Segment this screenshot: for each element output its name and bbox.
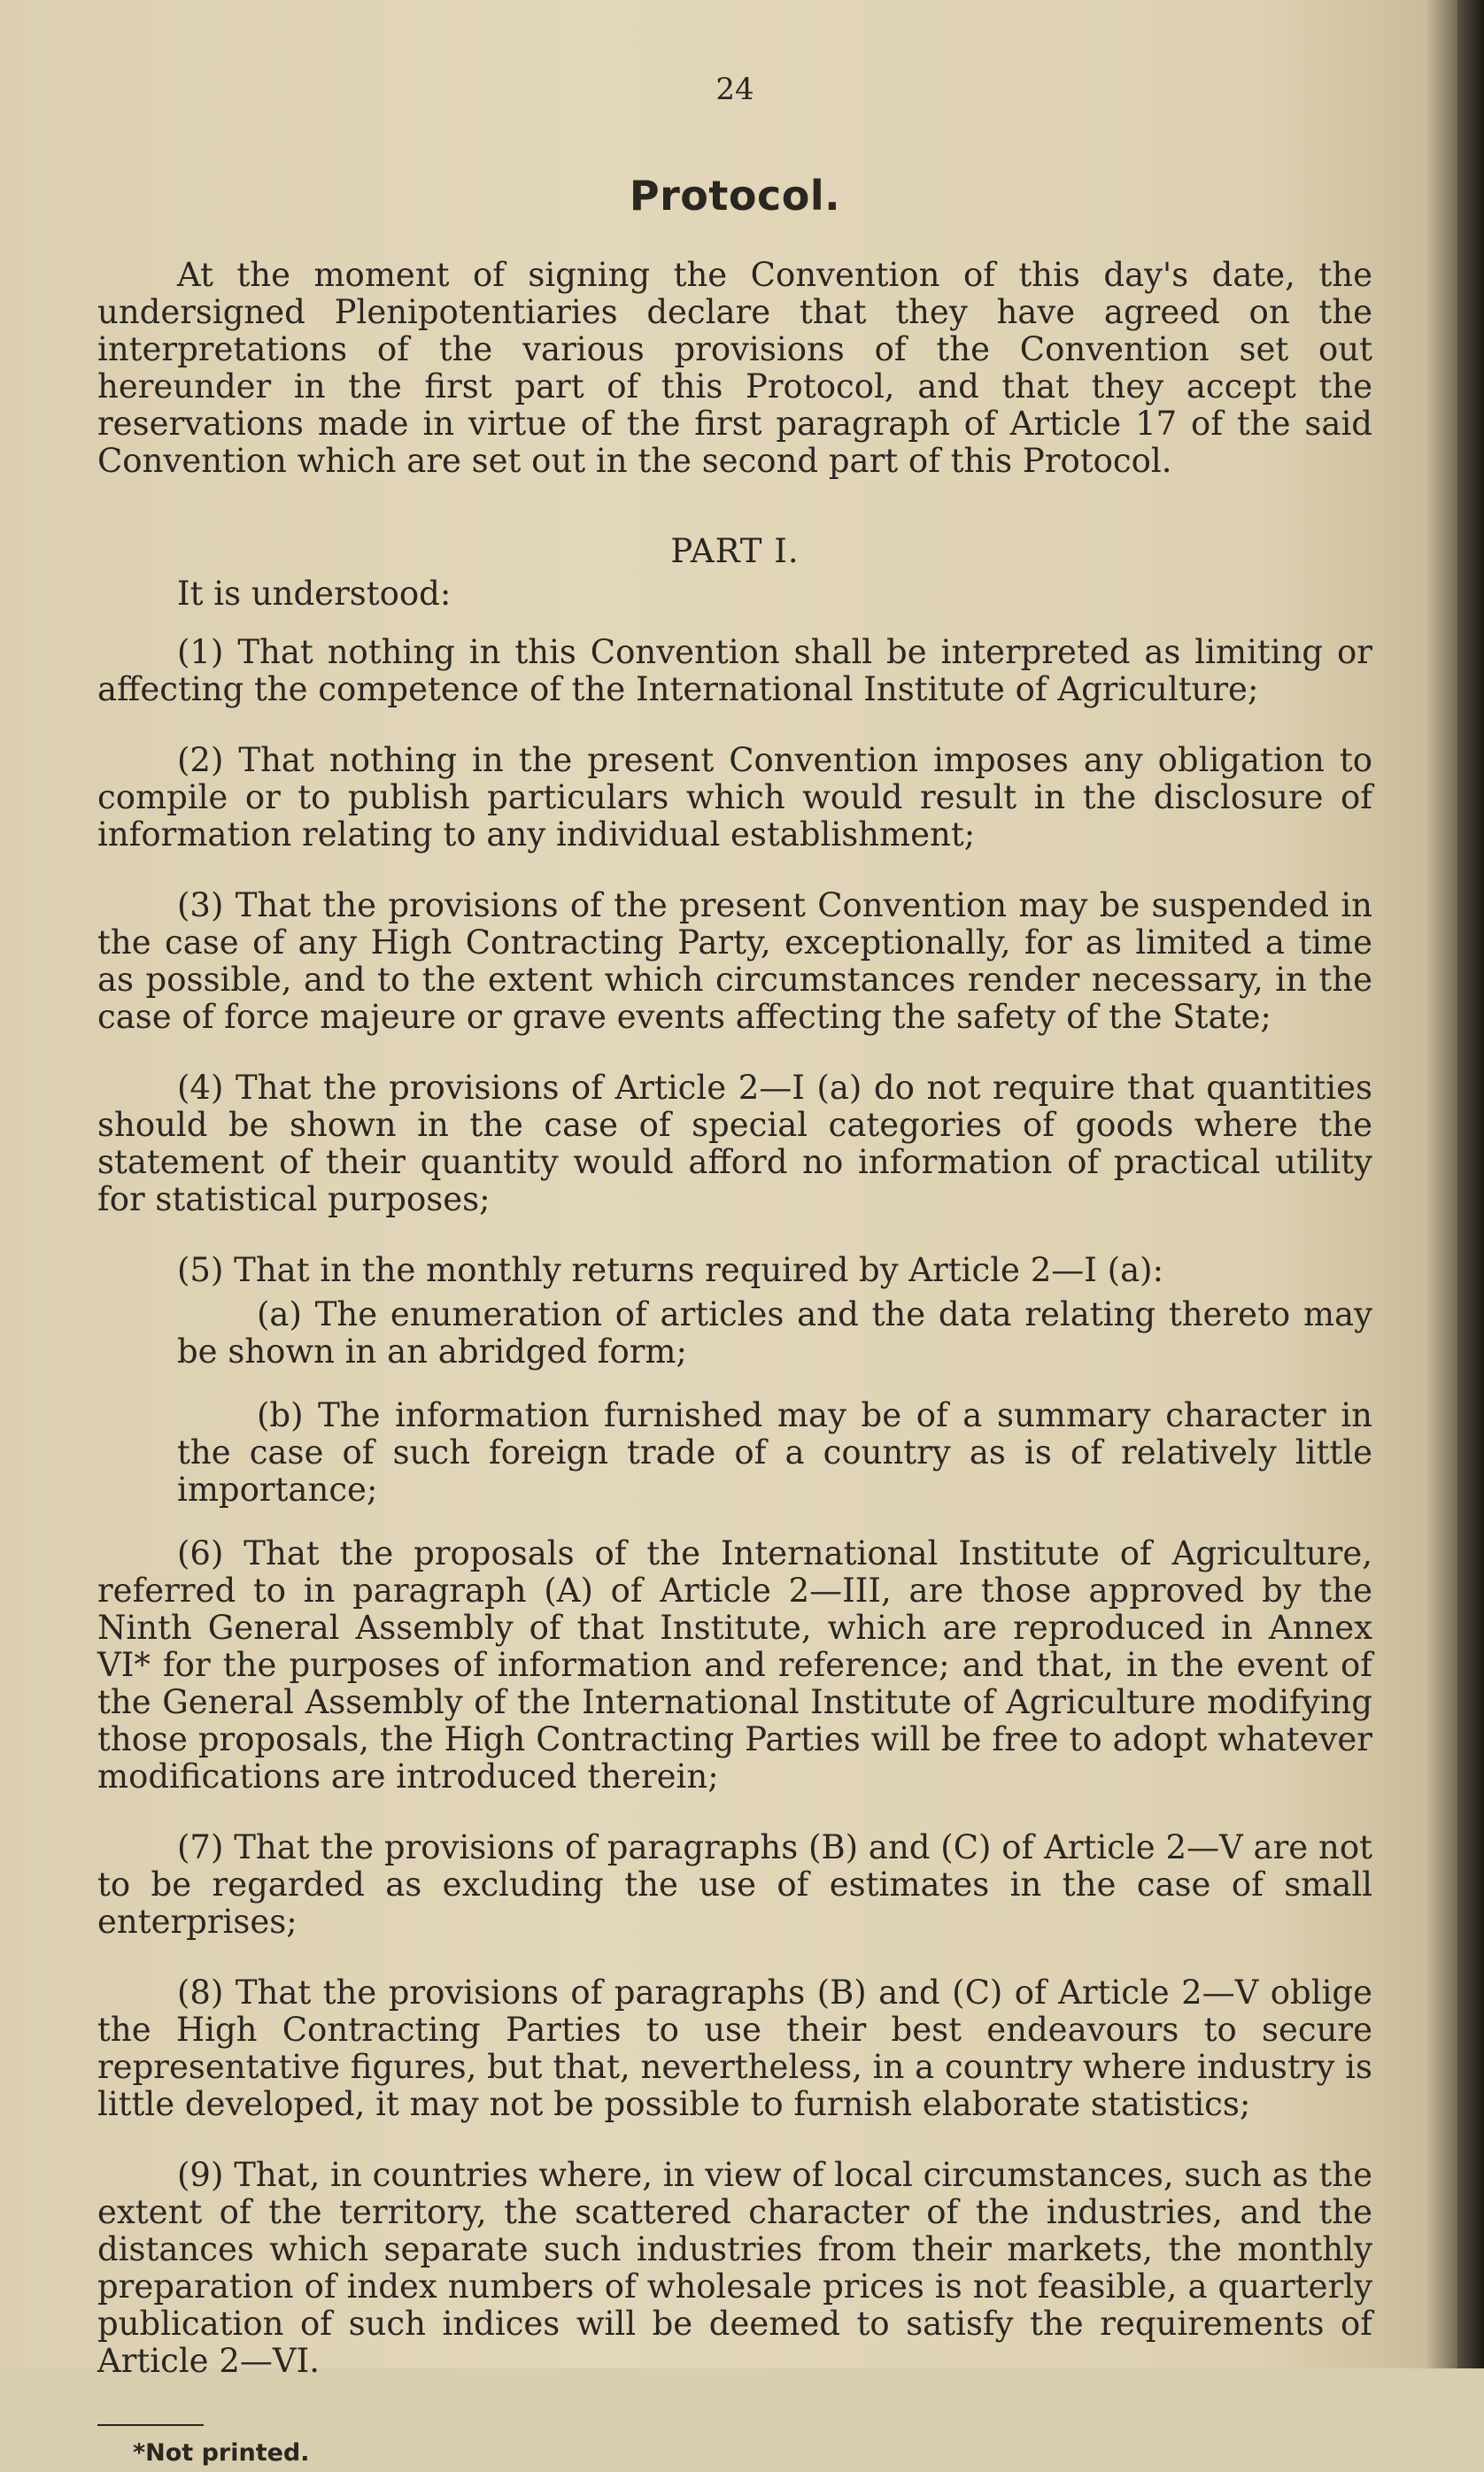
protocol-item-2: (2) That nothing in the present Convention imposes any obligation to compile or to publish particulars which would result in the disclosure of information relating to any individual establishment;	[97, 741, 1372, 854]
protocol-item-3: (3) That the provisions of the present Convention may be suspended in the case of any High Contracting Party, exceptionally, for as limited a time as possible, and to the extent which circumstances render necessary, in the case of force majeure or grave events affecting the safety of the State;	[97, 886, 1372, 1036]
protocol-item-9: (9) That, in countries where, in view of local circumstances, such as the extent of the territory, the scattered character of the industries, and the distances which separate such industries from their markets, the monthly preparation of index numbers of wholesale prices is not feasible, a quarterly publication of such indices will be deemed to satisfy the requirements of Article 2—VI.	[97, 2156, 1372, 2380]
footnote: *Not printed.	[133, 2439, 310, 2467]
page-content	[97, 71, 1372, 2472]
protocol-subitem-b: (b) The information furnished may be of a summary character in the case of such foreign trade of a country as is of relatively little importance;	[177, 1396, 1372, 1509]
protocol-subitem-a: (a) The enumeration of articles and the data relating thereto may be shown in an abridged form;	[177, 1295, 1372, 1371]
protocol-item-5: (5) That in the monthly returns required by Article 2—I (a):	[177, 1251, 1164, 1289]
intro-paragraph: At the moment of signing the Convention of this day's date, the undersigned Plenipotentiaries declare that they have agreed on the interpretations of the various provisions of the Convention set out hereunder in the first part of this Protocol, and that they accept the reservations made in virtue of the first paragraph of Article 17 of the said Convention which are set out in the second part of this Protocol.	[97, 256, 1372, 480]
protocol-item-1: (1) That nothing in this Convention shall be interpreted as limiting or affecting the competence of the International Institute of Agriculture;	[97, 633, 1372, 708]
page-title: Protocol.	[629, 172, 841, 220]
protocol-item-6: (6) That the proposals of the International Institute of Agriculture, referred to in paragraph (A) of Article 2—III, are those approved by the Ninth General Assembly of that Institute, which are reproduced in Annex VI* for the purposes of information and reference; and that, in the event of the General Assembly of the International Institute of Agriculture modifying those proposals, the High Contracting Parties will be free to adopt whatever modifications are introduced therein;	[97, 1534, 1372, 1796]
protocol-item-4: (4) That the provisions of Article 2—I (a) do not require that quantities should be shown in the case of special categories of goods where the statement of their quantity would afford no information of practical utility for statistical purposes;	[97, 1069, 1372, 1218]
footnote-divider	[97, 2424, 204, 2426]
part-heading: PART I.	[670, 532, 800, 570]
protocol-item-7: (7) That the provisions of paragraphs (B) and (C) of Article 2—V are not to be regarded as excluding the use of estimates in the case of small enterprises;	[97, 1828, 1372, 1941]
protocol-item-8: (8) That the provisions of paragraphs (B) and (C) of Article 2—V oblige the High Contracting Parties to use their best endeavours to secure representative figures, but that, nevertheless, in a country where industry is little developed, it may not be possible to furnish elaborate statistics;	[97, 1974, 1372, 2123]
page-number: 24	[715, 72, 754, 107]
lead-text: It is understood:	[177, 575, 452, 613]
book-binding-shadow	[1457, 0, 1484, 2368]
